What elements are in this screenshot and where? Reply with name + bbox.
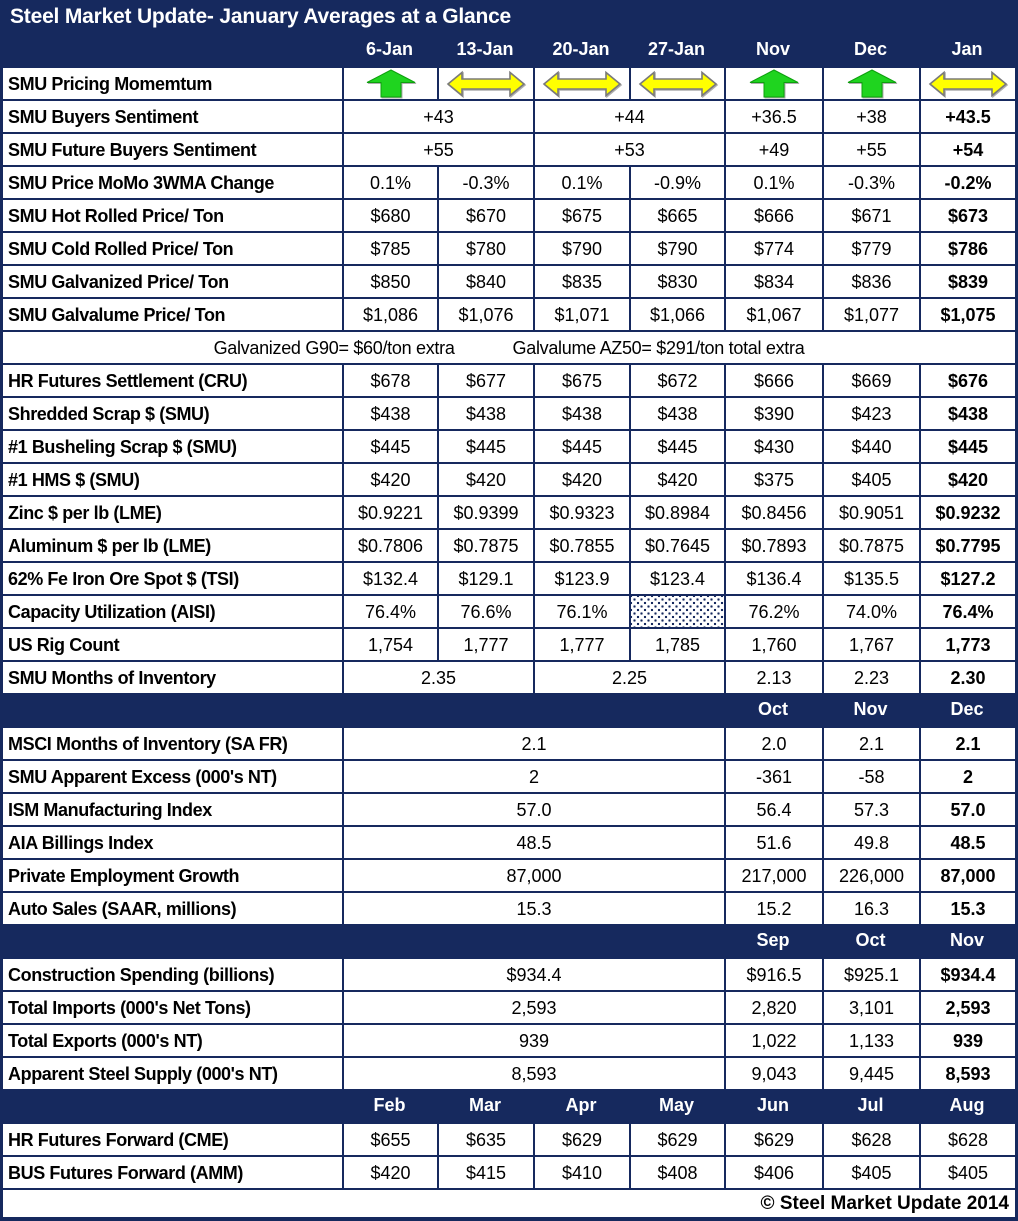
column-header: Mar — [468, 1095, 501, 1115]
column-header: Oct — [855, 930, 886, 950]
value-cell: $670 — [437, 200, 533, 231]
value-cell: $129.1 — [437, 563, 533, 594]
value-cell: 939 — [919, 1025, 1015, 1056]
value-cell: +44 — [533, 101, 724, 132]
column-header: 20-Jan — [552, 39, 610, 59]
value-cell: 0.1% — [724, 167, 822, 198]
value-cell: $420 — [629, 464, 724, 495]
row-label: AIA Billings Index — [8, 832, 154, 853]
value-cell: $836 — [822, 266, 919, 297]
table-row — [0, 363, 1018, 396]
value-cell: $830 — [629, 266, 724, 297]
column-header: Nov — [755, 39, 790, 59]
value-cell: 1,760 — [724, 629, 822, 660]
value-cell: 226,000 — [822, 860, 919, 891]
value-cell: $0.7645 — [629, 530, 724, 561]
up-arrow-icon — [748, 69, 800, 98]
row-label: SMU Future Buyers Sentiment — [8, 139, 257, 160]
value-cell: $0.8456 — [724, 497, 822, 528]
value-cell: $440 — [822, 431, 919, 462]
up-arrow-icon — [365, 69, 417, 98]
value-cell: 57.0 — [342, 794, 724, 825]
row-label: SMU Galvalume Price/ Ton — [8, 304, 226, 325]
table-row — [0, 990, 1018, 1023]
table-row — [0, 1122, 1018, 1155]
value-cell: 76.1% — [533, 596, 629, 627]
row-label: Construction Spending (billions) — [8, 964, 275, 985]
value-cell: 15.3 — [342, 893, 724, 924]
value-cell: 2,593 — [919, 992, 1015, 1023]
value-cell: $0.8984 — [629, 497, 724, 528]
column-header: 27-Jan — [647, 39, 706, 59]
value-cell: $925.1 — [822, 959, 919, 990]
value-cell: 2.1 — [919, 728, 1015, 759]
value-cell: 74.0% — [822, 596, 919, 627]
value-cell: $676 — [919, 365, 1015, 396]
table-row — [0, 99, 1018, 132]
value-cell: $673 — [919, 200, 1015, 231]
value-cell: 2.1 — [342, 728, 724, 759]
value-cell: 48.5 — [342, 827, 724, 858]
row-label: Apparent Steel Supply (000's NT) — [8, 1063, 278, 1084]
value-cell: 1,754 — [342, 629, 437, 660]
value-cell: $780 — [437, 233, 533, 264]
value-cell: $0.9399 — [437, 497, 533, 528]
value-cell: $1,067 — [724, 299, 822, 330]
column-header: Nov — [949, 930, 984, 950]
value-cell: $445 — [629, 431, 724, 462]
value-cell: $840 — [437, 266, 533, 297]
value-cell: $0.7875 — [822, 530, 919, 561]
value-cell: 2.30 — [919, 662, 1015, 693]
value-cell: +54 — [919, 134, 1015, 165]
row-label: HR Futures Settlement (CRU) — [8, 370, 248, 391]
value-cell: 15.3 — [919, 893, 1015, 924]
value-cell: $135.5 — [822, 563, 919, 594]
value-cell: $850 — [342, 266, 437, 297]
value-cell: $1,076 — [437, 299, 533, 330]
value-cell: 49.8 — [822, 827, 919, 858]
value-cell: -0.2% — [919, 167, 1015, 198]
value-cell: 76.2% — [724, 596, 822, 627]
value-cell: $415 — [437, 1157, 533, 1188]
value-cell: 48.5 — [919, 827, 1015, 858]
value-cell: 76.6% — [437, 596, 533, 627]
value-cell: 939 — [342, 1025, 724, 1056]
value-cell: $666 — [724, 200, 822, 231]
value-cell: $438 — [629, 398, 724, 429]
value-cell: 56.4 — [724, 794, 822, 825]
value-cell: $0.7806 — [342, 530, 437, 561]
value-cell: 1,767 — [822, 629, 919, 660]
value-cell: 8,593 — [919, 1058, 1015, 1089]
value-cell: $934.4 — [342, 959, 724, 990]
value-cell: 9,043 — [724, 1058, 822, 1089]
column-header: 13-Jan — [456, 39, 514, 59]
row-label: Private Employment Growth — [8, 865, 240, 886]
row-label: Zinc $ per lb (LME) — [8, 502, 162, 523]
value-cell: $0.9232 — [919, 497, 1015, 528]
value-cell: $1,066 — [629, 299, 724, 330]
value-cell: $669 — [822, 365, 919, 396]
value-cell: $438 — [437, 398, 533, 429]
value-cell: -0.3% — [822, 167, 919, 198]
table-row — [0, 957, 1018, 990]
value-cell: 2.1 — [822, 728, 919, 759]
column-header: Oct — [757, 699, 788, 719]
momentum-cell — [724, 68, 822, 99]
value-cell: 87,000 — [919, 860, 1015, 891]
value-cell: 217,000 — [724, 860, 822, 891]
value-cell: $445 — [919, 431, 1015, 462]
table-row — [0, 660, 1018, 693]
value-cell: 2,820 — [724, 992, 822, 1023]
value-cell: $678 — [342, 365, 437, 396]
header-blank — [3, 693, 724, 726]
value-cell: $0.7893 — [724, 530, 822, 561]
value-cell: $0.7855 — [533, 530, 629, 561]
note-row-content — [3, 332, 1015, 363]
table-row — [0, 594, 1018, 627]
note-text: Galvalume AZ50= $291/ton total extra — [512, 337, 805, 358]
value-cell: 1,777 — [437, 629, 533, 660]
column-header: Jun — [756, 1095, 789, 1115]
value-cell: $445 — [342, 431, 437, 462]
table-row — [0, 495, 1018, 528]
value-cell: 1,777 — [533, 629, 629, 660]
row-label: Total Exports (000's NT) — [8, 1030, 203, 1051]
table-row — [0, 561, 1018, 594]
value-cell: $790 — [533, 233, 629, 264]
header-blank — [3, 33, 342, 66]
value-cell: $677 — [437, 365, 533, 396]
momentum-cell — [629, 68, 724, 99]
value-cell: 2,593 — [342, 992, 724, 1023]
value-cell: $675 — [533, 365, 629, 396]
value-cell: $785 — [342, 233, 437, 264]
row-label: SMU Months of Inventory — [8, 667, 216, 688]
value-cell: $430 — [724, 431, 822, 462]
value-cell: $786 — [919, 233, 1015, 264]
momentum-cell — [437, 68, 533, 99]
value-cell: $671 — [822, 200, 919, 231]
column-header: Jan — [951, 39, 983, 59]
value-cell: $680 — [342, 200, 437, 231]
value-cell: -0.9% — [629, 167, 724, 198]
column-header-row — [0, 924, 1018, 957]
value-cell: +49 — [724, 134, 822, 165]
table-row — [0, 726, 1018, 759]
value-cell: $438 — [533, 398, 629, 429]
value-cell: $665 — [629, 200, 724, 231]
row-label: SMU Apparent Excess (000's NT) — [8, 766, 277, 787]
table-row — [0, 627, 1018, 660]
value-cell: $420 — [919, 464, 1015, 495]
value-cell: +43.5 — [919, 101, 1015, 132]
row-label: SMU Galvanized Price/ Ton — [8, 271, 229, 292]
value-cell: -58 — [822, 761, 919, 792]
table-row — [0, 264, 1018, 297]
row-label: SMU Cold Rolled Price/ Ton — [8, 238, 234, 259]
up-arrow-icon — [846, 69, 898, 98]
value-cell: $375 — [724, 464, 822, 495]
value-cell: 2 — [342, 761, 724, 792]
row-label: Auto Sales (SAAR, millions) — [8, 898, 237, 919]
value-cell: $1,086 — [342, 299, 437, 330]
table-row — [0, 396, 1018, 429]
copyright-text: © Steel Market Update 2014 — [760, 1193, 1009, 1214]
value-cell: +53 — [533, 134, 724, 165]
column-header: Sep — [756, 930, 790, 950]
value-cell: $405 — [822, 464, 919, 495]
row-label: MSCI Months of Inventory (SA FR) — [8, 733, 288, 754]
value-cell: 2.35 — [342, 662, 533, 693]
value-cell: 76.4% — [919, 596, 1015, 627]
left-right-arrow-icon — [446, 70, 526, 98]
header-blank — [3, 1089, 342, 1122]
row-label: BUS Futures Forward (AMM) — [8, 1162, 243, 1183]
table-row — [0, 198, 1018, 231]
column-header: Jul — [857, 1095, 884, 1115]
value-cell: $1,071 — [533, 299, 629, 330]
table-row — [0, 1056, 1018, 1089]
value-cell: $779 — [822, 233, 919, 264]
value-cell: $666 — [724, 365, 822, 396]
value-cell: $635 — [437, 1124, 533, 1155]
value-cell: +55 — [822, 134, 919, 165]
table-row — [0, 429, 1018, 462]
value-cell: $774 — [724, 233, 822, 264]
value-cell: $423 — [822, 398, 919, 429]
table-row — [0, 165, 1018, 198]
note-text: Galvanized G90= $60/ton extra — [213, 337, 455, 358]
value-cell: 9,445 — [822, 1058, 919, 1089]
value-cell: $132.4 — [342, 563, 437, 594]
value-cell: $628 — [822, 1124, 919, 1155]
value-cell: 3,101 — [822, 992, 919, 1023]
column-header-row — [0, 1089, 1018, 1122]
row-label: HR Futures Forward (CME) — [8, 1129, 229, 1150]
table-row — [0, 297, 1018, 330]
table-row — [0, 891, 1018, 924]
value-cell: $1,075 — [919, 299, 1015, 330]
value-cell: $790 — [629, 233, 724, 264]
note-row — [0, 330, 1018, 363]
value-cell: 2 — [919, 761, 1015, 792]
table-row — [0, 792, 1018, 825]
value-cell: $390 — [724, 398, 822, 429]
row-label: SMU Price MoMo 3WMA Change — [8, 172, 274, 193]
value-cell: $655 — [342, 1124, 437, 1155]
value-cell: $123.9 — [533, 563, 629, 594]
value-cell: $672 — [629, 365, 724, 396]
value-cell: 16.3 — [822, 893, 919, 924]
value-cell: 8,593 — [342, 1058, 724, 1089]
value-cell: $834 — [724, 266, 822, 297]
value-cell: 1,022 — [724, 1025, 822, 1056]
row-label: SMU Pricing Momemtum — [8, 73, 213, 94]
row-label: #1 HMS $ (SMU) — [8, 469, 140, 490]
value-cell: -361 — [724, 761, 822, 792]
value-cell: 2.0 — [724, 728, 822, 759]
value-cell: +38 — [822, 101, 919, 132]
row-label: Aluminum $ per lb (LME) — [8, 535, 211, 556]
momentum-cell — [919, 68, 1015, 99]
column-header: Dec — [853, 39, 888, 59]
table-row — [0, 1023, 1018, 1056]
value-cell: $0.9323 — [533, 497, 629, 528]
value-cell: 0.1% — [533, 167, 629, 198]
value-cell: $410 — [533, 1157, 629, 1188]
column-header: May — [658, 1095, 694, 1115]
value-cell: 76.4% — [342, 596, 437, 627]
value-cell: 51.6 — [724, 827, 822, 858]
row-label: SMU Buyers Sentiment — [8, 106, 199, 127]
value-cell: +36.5 — [724, 101, 822, 132]
title-row — [0, 0, 1018, 33]
value-cell: -0.3% — [437, 167, 533, 198]
value-cell: $127.2 — [919, 563, 1015, 594]
momentum-cell — [342, 68, 437, 99]
value-cell: $629 — [724, 1124, 822, 1155]
row-label: ISM Manufacturing Index — [8, 799, 212, 820]
table-row — [0, 1155, 1018, 1188]
value-cell: 57.0 — [919, 794, 1015, 825]
value-cell: $420 — [437, 464, 533, 495]
value-cell: 1,773 — [919, 629, 1015, 660]
value-cell: $0.7875 — [437, 530, 533, 561]
table-row — [0, 858, 1018, 891]
table-row — [0, 132, 1018, 165]
left-right-arrow-icon — [542, 70, 622, 98]
value-cell: $835 — [533, 266, 629, 297]
value-cell: 87,000 — [342, 860, 724, 891]
momentum-cell — [822, 68, 919, 99]
value-cell: $136.4 — [724, 563, 822, 594]
value-cell: $916.5 — [724, 959, 822, 990]
value-cell: $1,077 — [822, 299, 919, 330]
value-cell: $839 — [919, 266, 1015, 297]
footer-row — [0, 1188, 1018, 1221]
value-cell: $420 — [342, 464, 437, 495]
value-cell: $0.9051 — [822, 497, 919, 528]
column-header: Nov — [853, 699, 888, 719]
value-cell: 2.23 — [822, 662, 919, 693]
header-blank — [3, 924, 724, 957]
column-header: 6-Jan — [365, 39, 414, 59]
value-cell: $675 — [533, 200, 629, 231]
value-cell: $420 — [533, 464, 629, 495]
table-row — [0, 66, 1018, 99]
value-cell: $629 — [629, 1124, 724, 1155]
value-cell: 0.1% — [342, 167, 437, 198]
page-title: Steel Market Update- January Averages at a Glance — [10, 5, 512, 28]
left-right-arrow-icon — [928, 70, 1008, 98]
value-cell: $408 — [629, 1157, 724, 1188]
row-label: Total Imports (000's Net Tons) — [8, 997, 251, 1018]
value-cell: $438 — [919, 398, 1015, 429]
table-row — [0, 231, 1018, 264]
value-cell: 1,785 — [629, 629, 724, 660]
table-row — [0, 528, 1018, 561]
value-cell: $438 — [342, 398, 437, 429]
column-header-row — [0, 693, 1018, 726]
value-cell: $0.7795 — [919, 530, 1015, 561]
value-cell: 1,133 — [822, 1025, 919, 1056]
value-cell: $445 — [533, 431, 629, 462]
row-label: #1 Busheling Scrap $ (SMU) — [8, 436, 237, 457]
momentum-cell — [533, 68, 629, 99]
value-cell: $405 — [919, 1157, 1015, 1188]
row-label: Capacity Utilization (AISI) — [8, 601, 216, 622]
row-label: US Rig Count — [8, 634, 120, 655]
row-label: Shredded Scrap $ (SMU) — [8, 403, 210, 424]
value-cell: +43 — [342, 101, 533, 132]
value-cell: $0.9221 — [342, 497, 437, 528]
value-cell: $123.4 — [629, 563, 724, 594]
value-cell: $420 — [342, 1157, 437, 1188]
row-label: 62% Fe Iron Ore Spot $ (TSI) — [8, 568, 239, 589]
column-header: Aug — [949, 1095, 985, 1115]
column-header: Dec — [950, 699, 984, 719]
value-cell: $445 — [437, 431, 533, 462]
table-row — [0, 462, 1018, 495]
value-cell: $629 — [533, 1124, 629, 1155]
value-cell: $628 — [919, 1124, 1015, 1155]
value-cell: 15.2 — [724, 893, 822, 924]
value-cell: 57.3 — [822, 794, 919, 825]
value-cell: 2.25 — [533, 662, 724, 693]
table-row — [0, 825, 1018, 858]
column-header-row — [0, 33, 1018, 66]
value-cell: $406 — [724, 1157, 822, 1188]
column-header: Apr — [565, 1095, 597, 1115]
value-cell: $934.4 — [919, 959, 1015, 990]
value-cell: $405 — [822, 1157, 919, 1188]
table-row — [0, 759, 1018, 792]
value-cell: 2.13 — [724, 662, 822, 693]
value-cell: +55 — [342, 134, 533, 165]
left-right-arrow-icon — [638, 70, 718, 98]
column-header: Feb — [373, 1095, 406, 1115]
hatched-empty-cell — [629, 596, 724, 627]
row-label: SMU Hot Rolled Price/ Ton — [8, 205, 224, 226]
